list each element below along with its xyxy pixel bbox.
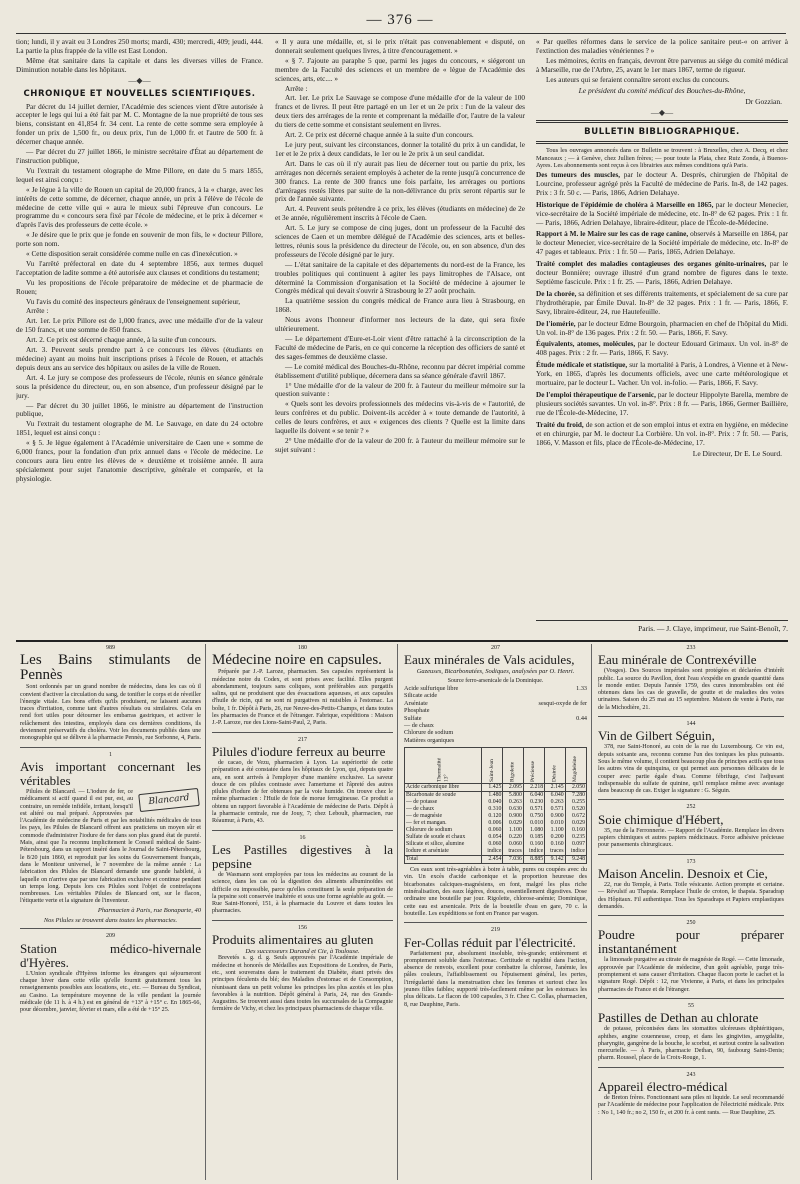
table-cell: 6.040 (523, 792, 544, 800)
ad-number: 55 (688, 1002, 694, 1009)
table-cell: 0.120 (482, 813, 503, 820)
paragraph: Vu l'avis du comité des inspecteurs généraux de l'enseignement supérieur, (26, 297, 241, 306)
ad-separator (598, 1067, 784, 1068)
paragraph: — Le département d'Eure-et-Loir vient d'être rattaché à la circonscription de la Faculté de médecine de Paris, en ce qui concerne la réception des officiers de santé et des sages-femmes de deuxième classe. (275, 335, 525, 361)
bibliography-item (536, 340, 788, 358)
paragraph: « Quels sont les devoirs professionnels des médecins vis-à-vis de « l'autorité, de leurs confrères et du public. Doivent-ils accéder à « toute demande de l'autorité, à celles de leurs confrères, et aux « exigences des clients ? Quelle est la limite dans laquelle ils doivent « se tenir ? » (275, 400, 525, 436)
ad-title: Les Pastilles digestives à la pepsine (212, 841, 393, 871)
ad-number: 180 (298, 645, 307, 651)
table-cell: indice (482, 848, 503, 856)
table-cell: 1.100 (545, 827, 565, 834)
table-cell: — fer et mangan. (405, 820, 482, 827)
paragraph: Par décret du 14 juillet dernier, l'Académie des sciences vient d'être autorisée à accepter le legs qui lui a été fait par M. C. Montagne de la nue propriété de tous ses biens, consistant en 41,854 fr. 34 cent. La rente de cette somme sera employée à fonder un prix de 1,500 fr., ou deux prix, l'un de 1,000 fr. et l'autre de 500 fr. à décerner chaque année. (16, 102, 263, 147)
ad-body (598, 882, 784, 911)
paragraph: « Par quelles réformes dans le service de la police sanitaire peut-« on arriver à l'extinction des maladies vénériennes ? » (536, 38, 788, 55)
director-signature: Le Directeur, Dr E. Le Sourd. (692, 449, 782, 459)
column-1 (16, 38, 263, 648)
table-cell: 0.060 (503, 841, 523, 848)
ad-separator (598, 716, 784, 717)
ad-number: 243 (686, 1071, 696, 1078)
ad-body (20, 684, 201, 742)
ad-text: 22, rue du Temple, à Paris. Toile vésicante. Action prompte et certaine. — Révulsif au Thapsia. Remplace l'huile de croton, le thapsia. Sparadrap des Hôpitaux. Fil authentique. Tous les Sparadraps et Papiers emplastiques demandés. (598, 881, 784, 910)
table-cell: indice (523, 848, 544, 856)
table-row (405, 784, 587, 792)
ad-text: Pilules de Blancard. — L'iodure de fer, ce médicament si actif quand il est pur, est, au contraire, un remède infidèle, irritant, lorsqu'il est altéré ou mal préparé. Approuvées par l'Académie de médecine de Paris et par les notabilités médicales de tous les pays, les Pilules de Blancard offrent aux praticiens un moyen sûr et commode d'administrer l'iodure de fer dans son plus grand état de pureté. Mais, ainsi que l'a reconnu implicitement le Conseil médical de Saint-Pétersbourg, dans un rapport inséré dans le Journal de Saint-Pétersbourg, le 8/20 juin 1860, et reproduit par les soins du Gouvernement français, dans le Moniteur universel, le 7 novembre de la même année : La fabrication des Pilules de Blancard demande une grande habileté, à laquelle on n'arrive que par une fabrication exclusive et continue pendant un temps long. Depuis lors ces Pilules sont l'objet de contrefaçons nombreuses. Les véritables Pilules de Blancard ont, sur le flacon, l'étiquette verte et la signature de l'inventeur. (20, 788, 201, 905)
composition-value: sesqui-oxyde de fer (538, 699, 587, 707)
table-cell: 0.255 (565, 799, 586, 806)
ad-text: la limonade purgative au citrate de magnésie de Rogé. — Cette limonade, approuvée par l'Académie de médecine, d'un goût agréable, purge très-promptement et sans causer d'irritation. Chaque flacon porte le cachet et la signature Rogé. Dépôt : 12, rue Vivienne, à Paris, et dans les principales pharmacies de France et de l'étranger. (598, 957, 784, 993)
table-cell: 6.040 (545, 792, 565, 800)
ad-title: Les Bains stimulants de Pennès (20, 652, 201, 684)
table-cell: indice (565, 848, 586, 856)
table-cell: traces (503, 848, 523, 856)
paragraph: 1° Une médaille d'or de la valeur de 200 fr. à l'auteur du meilleur mémoire sur la question suivante : (275, 381, 525, 399)
table-header-cell: Désirée (545, 748, 565, 784)
ad-text: (Vosges). Des Sources impériales sont protégées et déclarées d'intérêt public. La source du Pavillon, dont l'eau s'expédie en grande quantité dans le monde entier. Depuis l'année 1759, des cures innombrables ont été obtenues dans les cas de gravelle, de goutte et de maladies des voies urinaires. Saison du 25 mai au 15 septembre. Maison de vente à Paris, rue de la Michodière, 21. (598, 668, 784, 711)
ornament-divider: —◆— (650, 108, 674, 118)
paragraph: Art. 4. Le jury se compose des professeurs de l'école, réunis en séance générale sous la présidence du directeur, ou, en son absence, d'un professeur désigné par le jury. (16, 373, 263, 400)
ad-body (212, 669, 393, 727)
bib-text: observés à Marseille en 1864, par le docteur Menecier, vice-secrétaire de la Société impériale de médecine, etc. In-8° de 47 pages et tableaux. Prix : 1 fr. 50 — Paris, 1865, Adrien Delahaye. (536, 230, 788, 257)
table-cell: 0.263 (503, 799, 523, 806)
ad-title: Station médico-hivernale d'Hyères. (20, 940, 201, 970)
table-cell: 0.750 (523, 813, 544, 820)
bib-title: Des tumeurs des muscles, (536, 171, 621, 180)
paragraph: — Par décret du 27 juillet 1866, le ministre secrétaire d'État au département de l'instruction publique, (16, 148, 263, 165)
table-cell: 0.672 (565, 813, 586, 820)
bib-title: Équivalents, atomes, molécules, (536, 340, 636, 349)
paragraph: « Je lègue à la ville de Rouen un capital de 20,000 francs, à la « charge, avec les intérêts de cette somme, de décerner, chaque année, un prix à l'élève de l'école de médecine de cette ville qui « aura le mieux subi l'épreuve d'un concours. Le programme du « concours sera fixé par l'école de médecine, et le prix à décerner « d'après l'avis des professeurs de cette école. » (16, 185, 263, 230)
paragraph: Arrête : (285, 84, 308, 93)
ad-body (598, 957, 784, 993)
ad-subtitle: Gazeuses, Bicarbonatées, Sodiques, analysées par O. Henri. (416, 668, 575, 676)
ad-title: Avis important concernant les véritables (20, 758, 201, 788)
paragraph: Même état sanitaire dans la capitale et dans les diverses villes de France. Diminution notable dans les hôpitaux. (16, 56, 263, 74)
ad-body (598, 744, 784, 795)
table-cell: 0.160 (545, 841, 565, 848)
ad-title: Produits alimentaires au gluten (212, 932, 374, 948)
table-header-cell: Magdeleine (565, 748, 586, 784)
table-cell: 0.900 (503, 813, 523, 820)
table-cell: Total (405, 856, 482, 864)
table-cell: 2.095 (503, 784, 523, 792)
bib-title: Traité du froid, (536, 420, 584, 429)
ad-text: de Wasmann sont employées par tous les médecins au courant de la science, dans les cas où la digestion des aliments albuminoïdes est difficile ou impossible, parce qu'elles constituent la seule préparation de la pepsine soit conservée inaltérée et sous une forme agréable au goût. — Rue Saint-Honoré, 151, à la pharmacie du Louvre et dans toutes les pharmacies. (212, 871, 393, 915)
column-2 (275, 38, 525, 648)
table-cell: 9.248 (565, 856, 586, 864)
table-row (405, 834, 587, 841)
table-cell: 1.100 (503, 827, 523, 834)
bibliography-item (536, 320, 788, 338)
table-cell: — de magnésie (405, 813, 482, 820)
paragraph: Vu les propositions de l'école préparatoire de médecine et de pharmacie de Rouen; (16, 278, 263, 296)
table-cell: 8.885 (523, 856, 544, 864)
table-header-cell: Rigolette (503, 748, 523, 784)
table-cell: 2.218 (523, 784, 544, 792)
table-cell: 0.054 (482, 834, 503, 841)
ad-text: L'Union syndicale d'Hyères informe les étrangers qui séjourneront chaque hiver dans cette ville qu'elle fournit gratuitement tous les renseignements possibles aux locations, etc., etc. — Bureau du Syndicat, au Casino. La température moyenne de la ville pendant la journée médicale (de 11 h. à 4 h.) est en général de +13° à +15° c. En 1865-66, pour décembre, janvier, février et mars, elle a été de +15° 25. (20, 970, 201, 1014)
column-3 (536, 38, 788, 648)
table-cell: 2.454 (482, 856, 503, 864)
table-row (405, 848, 587, 856)
table-cell: 0.220 (503, 834, 523, 841)
table-cell: 2.145 (545, 784, 565, 792)
composition-row (404, 737, 587, 744)
bibliography-item (536, 230, 788, 257)
paragraph: Art. 1er. Le prix Le Sauvage se compose d'une médaille d'or de la valeur de 100 francs et de livres. Il peut être partagé en un 1er et un 2e prix : l'un de la valeur des deux tiers des arrérages de la rente et comprenant la médaille d'or, l'autre de la valeur du tiers de cette somme et consistant seulement en livres. (275, 94, 525, 130)
paragraph: La quatrième session du congrès médical de France aura lieu à Strasbourg, en 1868. (275, 297, 525, 315)
table-cell: 0.160 (523, 841, 544, 848)
table-cell: 0.520 (565, 806, 586, 813)
ad-note: Nos Pilules se trouvent dans toutes les pharmacies. (43, 917, 178, 925)
table-header-cell: Précieuse (523, 748, 544, 784)
paragraph: Art. Dans le cas où il n'y aurait pas lieu de décerner tout ou partie du prix, les arrérages non décernés seraient employés à acheter de la rente jusqu'à concurrence de 300 francs. La rente de 300 francs une fois parfaite, les arrérages ou portions d'arrérages restés libres par suite de la non-délivrance du prix seront répartis sur le prix de l'année suivante. (275, 159, 525, 204)
table-cell: 0.230 (523, 799, 544, 806)
table-cell: 7.036 (503, 856, 523, 864)
bib-text: sa définition et ses différents traitements, et spécialement de sa cure par l'hydrothérapie, par Émile Duval. In-8° de 32 pages. Prix : 1 fr. — Paris, 1866, F. Savy, libraire-éditeur, 24, rue Hautefeuille. (536, 289, 788, 316)
paragraph: Les mémoires, écrits en français, devront être parvenus au siége du comité médical à Marseille, rue de l'Arbre, 25, avant le 1er mars 1867, terme de rigueur. (536, 56, 788, 74)
paragraph: tion; lundi, il y avait eu 3 Londres 250 morts; mardi, 430; mercredi, 409; jeudi, 444. La partie la plus frappée de la ville est East London. (16, 38, 263, 55)
ad-text: de Breton frères. Fonctionnant sans piles ni liquide. Le seul recommandé par l'Académie de médecine pour l'application de l'électricité médicale. Prix : No 1, 140 fr.; no 2, 150 fr., et 200 fr. à cent rants. — Rue Dauphine, 25. (598, 1094, 784, 1116)
paragraph: Vu l'arrêté préfectoral en date du 4 septembre 1856, aux termes duquel l'acceptation de ladite somme a été autorisée aux clauses et conditions du testament; (16, 259, 263, 277)
bibliography-item (536, 361, 788, 388)
ad-subtitle: Des successeurs Durand et Cie, à Toulouse. (245, 948, 360, 956)
composition-label: Phosphate (404, 707, 430, 715)
ad-text: Parfaitement pur, absolument insoluble, très-grande; entièrement et promptement soluble dans l'estomac. Certitude et rapidité dans l'action, absence de renvois, excellent pour combattre la chlorose, l'anémie, les pâles couleurs, l'affaiblissement ou l'épuisement général, les pertes, l'irrégularité dans la menstruation chez les femmes et surtout chez les jeunes filles faibles; supporté très-facilement même par les estomacs les plus délicats. Le flacon de 100 capsules, 3 fr. Chez C. Collas, pharmacien, 8, rue Dauphine, Paris. (404, 950, 587, 1008)
paragraph: Art. 1er. Le prix Pillore est de 1,000 francs, avec une médaille d'or de la valeur de 150 francs, et une somme de 850 francs. (16, 317, 263, 335)
ad-text: Sont ordonnés par un grand nombre de médecins, dans les cas où il convient d'activer la circulation du sang, de tonifier le corps et de réveiller l'énergie vitale. Les bons effets qu'ils produisent, ne laissent aucunes traces d'irritation, comme tant d'autres résultats ou similaires. Cela en rend fort utiles pour détourner les embarras gastriques, et activer le relâchement des intestins, employés dans ces dernières conditions, ils deviennent préservatifs du choléra. Voir les documents publiés dans une monographie qui se délivre à la pharmacie Pennès, rue Sorbonne, 4, Paris. (20, 684, 201, 742)
ad-separator (212, 830, 393, 831)
table-cell: 1.425 (482, 784, 503, 792)
table-cell: 0.029 (503, 820, 523, 827)
paragraph: « Cette disposition serait considérée comme nulle en cas d'inexécution. » (26, 250, 238, 259)
bib-text: de son action et de son emploi intus et extra en hygiène, en médecine et en chirurgie, par M. le docteur La Corbière. Un vol. in-8°. Prix : 7 fr. 50. — Paris, 1866, V. Masson et fils, place de l'École-de-Médecine, 17. (536, 420, 788, 447)
ad-title: Eaux minérales de Vals acidules, (404, 652, 575, 668)
ad-body (598, 828, 784, 850)
page-number: — 376 — (366, 12, 434, 28)
ad-number: 1 (109, 751, 112, 758)
table-cell: 0.160 (565, 827, 586, 834)
paragraph: « Je désire que le prix que je fonde en souvenir de mon fils, le « docteur Pillore, porte son nom. (16, 231, 263, 249)
composition-row (404, 685, 587, 692)
table-cell: 5.800 (503, 792, 523, 800)
ad-separator (20, 928, 201, 929)
bib-title: Traité complet des maladies contagieuses des organes génito-urinaires, (536, 260, 767, 269)
ad-title: Fer-Collas réduit par l'électricité. (404, 934, 576, 950)
ad-separator (212, 920, 393, 921)
ad-title: Poudre pour préparer instantanément (598, 927, 784, 957)
table-cell: Acide carbonique libre (405, 784, 482, 792)
composition-label: Sulfate (404, 714, 422, 722)
paragraph: « § 5. Je lègue également à l'Académie universitaire de Caen une « somme de 6,000 francs, pour la fondation d'un prix annuel dans « l'école de médecine. Le concours aura lieu entre les élèves de « deuxième et troisième année. Il aura spécialement pour sujet l'anatomie descriptive, générale et comparée, et la physiologie. (16, 439, 263, 483)
table-cell: 0.571 (545, 806, 565, 813)
table-cell: 0.200 (545, 834, 565, 841)
ad-number: 252 (686, 804, 696, 811)
table-row (405, 806, 587, 813)
ad-separator (598, 854, 784, 855)
double-rule (536, 120, 788, 123)
ad-number: 989 (106, 645, 115, 651)
ad-title: Médecine noire en capsules. (212, 652, 382, 669)
table-cell: 0.571 (523, 806, 544, 813)
table-row (405, 856, 587, 864)
ad-text: de cacao, de Vezu, pharmacien à Lyon. La supériorité de cette préparation a été constatée dans les hôpitaux de Lyon, qui, depuis quatre ans, en sont arrivés à l'employer d'une manière exclusive. La saveur douce de ces pilules contraste avec l'amertume et l'âpreté des autres pilules d'iodure de fer obtenues par la voie humide. On trouve chez le même pharmacien : l'Huile de foie de morue ferrugineuse. Ce produit a obtenu un rapport favorable à l'Académie de médecine de Paris. Dépôt à la pharmacie centrale, rue de Jouy, 7; chez Leboult, pharmacien, rue Réaumur, à Paris, 43. (212, 759, 393, 825)
ads-column-1 (16, 644, 206, 1180)
composition-label: Silicate acide (404, 692, 438, 700)
paragraph: Art. 5. Le jury se compose de cinq juges, dont un professeur de la Faculté des sciences de Caen et un membre délégué de l'Académie des sciences, arts et belles-lettres, réunis sous la présidence du directeur de l'école, ou, en son absence, d'un des professeurs de l'école désigné par le jury. (275, 224, 525, 259)
ad-body (598, 1095, 784, 1117)
table-cell: Silicate et silice, alumine (405, 841, 482, 848)
ads-column-4 (594, 644, 788, 1180)
bib-title: Étude médicale et statistique, (536, 361, 628, 370)
ad-separator (598, 998, 784, 999)
table-header-cell: Thermalité 13° (405, 748, 482, 784)
mineral-analysis-table (404, 747, 587, 864)
ornament-divider: —◆— (128, 75, 151, 85)
paragraph: Nous avons l'honneur d'informer nos lecteurs de la date, qui sera fixée ultérieurement. (275, 316, 525, 334)
bibliography-intro: Tous les ouvrages annoncés dans ce Bulletin se trouvent : à Bruxelles, chez A. Decq, et chez Manceaux ; — à Genève, chez Jullien frères; — pour toute la Plata, chez Ruiz Zonda, à Buenos-Ayres. Les abonnements sont reçus à ces librairies aux mêmes conditions qu'à Paris. (536, 147, 788, 170)
composition-row (404, 715, 587, 722)
paragraph: Vu l'extrait du testament olographe de Mme Pillore, en date du 5 mars 1855, lequel est ainsi conçu : (16, 166, 263, 184)
composition-label: Chlorure de sodium (404, 729, 454, 737)
table-cell: 0.060 (482, 827, 503, 834)
bib-title: De l'iomérie, (536, 319, 576, 328)
section-title: CHRONIQUE ET NOUVELLES SCIENTIFIQUES. (23, 88, 256, 99)
composition-label: Arséniate (404, 699, 428, 707)
paragraph: — Par décret du 30 juillet 1866, le ministre au département de l'instruction publique, (16, 401, 263, 419)
ad-number: 250 (686, 920, 696, 927)
table-cell: 1.080 (523, 827, 544, 834)
ad-body (20, 971, 201, 1015)
paragraph: Art. 2. Ce prix est décerné chaque année à la suite d'un concours. (285, 131, 474, 140)
signature: Dr Gozzian. (745, 97, 782, 107)
ad-body (404, 951, 587, 1009)
table-cell: Chlorure de sodium (405, 827, 482, 834)
signature-stamp: Blancard (138, 788, 200, 812)
ad-title: Pastilles de Dethan au chlorate (598, 1010, 759, 1026)
paragraph: « Il y aura une médaille, et, si le prix n'était pas convenablement « disputé, on donnerait seulement quelques livres, à titre d'encouragement. » (275, 38, 525, 55)
bib-title: Historique de l'épidémie de choléra à Marseille en 1865, (536, 200, 714, 209)
ad-title: Eau minérale de Contrexéville (598, 652, 757, 668)
advertisement-rule (16, 640, 788, 642)
ad-body (404, 867, 587, 918)
ad-number: 207 (491, 645, 500, 651)
table-cell: 0.235 (565, 834, 586, 841)
composition-list (404, 685, 587, 744)
ad-number: 156 (298, 924, 307, 931)
composition-row (404, 707, 587, 714)
paragraph: Art. 2. Ce prix est décerné chaque année, à la suite d'un concours. (26, 336, 217, 345)
paragraph: Vu l'extrait du testament olographe de M. Le Sauvage, en date du 24 octobre 1851, lequel est ainsi conçu : (16, 420, 263, 438)
table-cell: 2.050 (565, 784, 586, 792)
ad-title: Pilules d'iodure ferreux au beurre (212, 743, 386, 759)
composition-row (404, 692, 587, 699)
paragraph: Le jury peut, suivant les circonstances, donner la totalité du prix à un candidat, le 1er et le 2e prix à deux candidats, le 1er ou le 2e prix à un seul candidat. (275, 140, 525, 158)
table-cell: 0.310 (482, 806, 503, 813)
table-cell: 0.006 (482, 820, 503, 827)
bibliography-item (536, 201, 788, 228)
table-cell: 1.480 (482, 792, 503, 800)
ad-body (598, 668, 784, 712)
ad-text: 35, rue de la Ferronnerie. — Rapport de l'Académie. Remplace les divers papiers chimiques et autres papiers médicinaux. Force adhésive précieuse pour pansements chirurgicaux. (598, 827, 784, 849)
composition-row (404, 722, 587, 729)
ad-title: Vin de Gilbert Séguin, (598, 728, 715, 744)
composition-row (404, 700, 587, 707)
ad-number: 173 (686, 858, 696, 865)
ad-signature: Pharmacien à Paris, rue Bonaparte, 40 (97, 906, 201, 914)
ad-body (212, 872, 393, 916)
table-cell: Iodure et arséniate (405, 848, 482, 856)
paragraph: Les auteurs qui se feraient connaître seront exclus du concours. (546, 75, 730, 84)
source-heading: Source ferro-arsenicale de la Dominique. (447, 677, 544, 684)
ad-number: 16 (299, 834, 306, 841)
table-cell: 9.142 (545, 856, 565, 864)
ad-title: Maison Ancelin. Desnoix et Cie, (598, 865, 768, 881)
bibliography-list (536, 171, 788, 447)
table-cell: 0.010 (545, 820, 565, 827)
signature-title: Le président du comité médical des Bouches-du-Rhône, (578, 85, 746, 95)
ad-body (212, 955, 393, 1013)
table-cell: Bicarbonate de soude (405, 792, 482, 800)
paragraph: — L'état sanitaire de la capitale et des départements du nord-est de la France, les troubles politiques qui continuent à agiter les pays limitrophes de l'Alsace, ont déterminé la Commission d'organisation et la Société de médecine à ajourner le Congrès médical qui devait s'ouvrir à Strasbourg le 27 août prochain. (275, 260, 525, 296)
table-cell: 0.263 (545, 799, 565, 806)
bib-text: par le docteur A. Desprès, chirurgien de l'hôpital de Lourcine, professeur agrégé près la Faculté de médecine de Paris. In-8, de 142 pages. Prix : 3 fr. 50 c. — Paris, 1866, Adrien Delahaye. (536, 171, 788, 197)
ad-number: 217 (298, 736, 307, 743)
paragraph: « § 7. J'ajoute au paraphe 5 que, parmi les juges du concours, « siégeront un membre de la Faculté des sciences et un membre de « lègue de l'Académie des sciences, arts, etc.... » (275, 56, 525, 83)
ad-body (20, 789, 201, 906)
ad-number: 209 (106, 933, 115, 940)
bib-text: par le docteur Menecier, vice-secrétaire de la Société impériale de médecine, etc. In-8° de 62 pages. Prix : 1 fr. — Paris, 1866, Adrien Delahaye, libraire-éditeur, place de l'École-de-Médecine. (536, 200, 788, 227)
paragraph: Art. 4. Peuvent seuls prétendre à ce prix, les élèves (étudiants en médecine) de 2e et 3e année, régulièrement inscrits à l'école de Caen. (275, 205, 525, 223)
ads-column-2 (208, 644, 398, 1180)
composition-value: 0.44 (576, 714, 587, 722)
composition-value: 1.33 (576, 684, 587, 692)
table-cell: 0.040 (482, 799, 503, 806)
table-cell: traces (545, 848, 565, 856)
ad-separator (212, 732, 393, 733)
bib-text: par le docteur Edme Bourgoin, pharmacien en chef de l'hôpital du Midi. Un vol. in-8° de 136 pages. Prix : 2 fr. 50. — Paris, 1866, F. Savy. (536, 319, 788, 337)
bibliography-item (536, 391, 788, 418)
printer-imprint: Paris. — J. Claye, imprimeur, rue Saint-Benoît, 7. (536, 620, 788, 633)
bib-text: par le docteur Edouard Grimaux. Un vol. in-8° de 408 pages. Prix : 2 fr. — Paris, 1866, F. Savy. (536, 340, 788, 358)
table-cell: 7.280 (565, 792, 586, 800)
ad-title: Soie chimique d'Hébert, (598, 811, 724, 827)
table-row (405, 820, 587, 827)
header-rule (16, 33, 786, 34)
paragraph: Art. 3. Peuvent seuls prendre part à ce concours les élèves (étudiants en médecine) ayant au moins huit inscriptions prises à l'école de Rouen, et attachés depuis deux ans au service des hôpitaux ou asiles de la ville de Rouen. (16, 346, 263, 372)
ad-separator (598, 915, 784, 916)
bib-text: sur la mortalité à Paris, à Londres, à Vienne et à New-York, en 1865, d'après les documents officiels, avec une carte météorologique et mortuaire, par le docteur L. Vacher. Un vol. in-folio. — Paris, 1866, F. Savy. (536, 361, 788, 388)
table-cell: — de chaux (405, 806, 482, 813)
table-cell: — de potasse (405, 799, 482, 806)
ad-separator (20, 747, 201, 748)
bib-text: par le docteur Bonnière; ouvrage illustré d'un grand nombre de figures dans le texte. Septième fascicule. Prix : 1 fr. 25. — Paris, 1866, Adrien Delahaye. (536, 260, 788, 286)
table-cell: Sulfate de soude et chaux (405, 834, 482, 841)
composition-label: Acide sulfurique libre (404, 684, 459, 692)
ad-body (212, 760, 393, 826)
ad-number: 233 (686, 645, 696, 651)
section-title: BULLETIN BIBLIOGRAPHIQUE. (584, 127, 740, 138)
table-row (405, 841, 587, 848)
ad-number: 144 (686, 721, 696, 728)
paragraph: — Le comité médical des Bouches-du-Rhône, reconnu par décret impérial comme établissement d'utilité publique, décernera dans sa séance générale d'avril 1867. (275, 362, 525, 380)
table-row (405, 799, 587, 806)
ad-text: de potasse, préconisées dans les stomatites ulcéreuses diphtéritiques, aphthes, angine couenneuse, croup, et dans les gingivites, amygdalite, pharyngite, gangrène de la bouche, le scorbut, et surtout contre la salivation mercurielle. — À Paris, pharmacie Dethan, 90, faubourg Saint-Denis; pharm. Roussel, place de la Croix-Rouge, 1. (598, 1026, 784, 1062)
bib-text: par le docteur Hippolyte Barella, membre de plusieurs sociétés savantes. Un vol. in-8°. Prix : 8 fr. — Paris, 1866, Germer Baillière, rue de l'École-de-Médecine, 17. (536, 390, 788, 417)
bib-title: De l'emploi thérapeutique de l'arsenic, (536, 390, 656, 399)
table-cell: 0.060 (482, 841, 503, 848)
bib-title: De la chorée, (536, 289, 577, 298)
table-cell: 0.029 (565, 820, 586, 827)
double-rule (536, 141, 788, 144)
ad-text: Préparée par J.-P. Laroze, pharmacien. Ses capsules représentent la médecine noire du Codex, et sont prises avec facilité. Elles purgent abondamment, toujours sans coliques, sont préférables aux purgatifs salins, qui ne produisent que des évacuations aqueuses, et aux capsules d'huile de ricin, qui ne sont ni purgatives ni nuisibles à l'estomac. La boîte, 1 fr. Dépôt à Paris, 26, rue Neuve-des-Petits-Champs, et dans toutes les pharmacies de France et de l'étranger. Fabrique, expéditions : Maison J.-P. Laroze, rue des Lions-Saint-Paul, 2, Paris. (212, 669, 393, 727)
ad-number: 219 (491, 927, 500, 934)
table-cell: 0.185 (523, 834, 544, 841)
composition-row (404, 729, 587, 736)
ad-text: Ces eaux sont très-agréables à boire à table, pures ou coupées avec du vin. Un excès d'acide carbonique et la proportion heureuse des bicarbonates calciques-magnésiens, en font, malgré les plus riche minéralisation, des eaux légères, douces, essentiellement digestives. Dose ordinaire une bouteille par jour. Rigolette, chlorose-anémie; Dominique, cette eau est arsenicale. Prix de la bouteille d'eau en gare, 70 c. la bouteille. Les expéditions se font en France par wagon. (404, 867, 587, 917)
table-header-cell: Saint-Jean (482, 748, 503, 784)
table-cell: 0.900 (545, 813, 565, 820)
paragraph: Arrête : (26, 307, 49, 316)
table-cell: 0.630 (503, 806, 523, 813)
table-cell: 0.097 (565, 841, 586, 848)
bibliography-item (536, 171, 788, 198)
composition-label: — de chaux (404, 721, 434, 729)
paragraph: 2° Une médaille d'or de la valeur de 200 fr. à l'auteur du meilleur mémoire sur le sujet suivant : (275, 436, 525, 454)
ad-text: Brevetés s. g. d. g. Seuls approuvés par l'Académie impériale de médecine et honorés de Médailles aux Expositions de Londres, de Paris, etc., sont souverains dans le traitement du Diabète, étant privés des principes féculents du blé; des Maladies d'estomac et de Consomption, réunissant dans un petit volume les principes les plus azotés et les plus favorables à la nutrition. Dépôt général à Paris, 24, rue des Grands-Augustins. Se trouvent aussi dans toutes les succursales de la Compagnie fermière de Vichy, et chez les principaux pharmaciens de chaque ville. (212, 955, 393, 1013)
bibliography-item (536, 260, 788, 287)
ad-title: Appareil électro-médical (598, 1078, 728, 1094)
bib-title: Rapport à M. le Maire sur les cas de rage canine, (536, 230, 689, 239)
ad-body (598, 1026, 784, 1062)
table-cell: 0.010 (523, 820, 544, 827)
ad-text: 378, rue Saint-Honoré, au coin de la rue du Luxembourg. Ce vin est, depuis soixante ans, reconnu comme l'un des toniques les plus puissants. Sous le même volume, il contient beaucoup plus de principes actifs que tous les autres vins de quinquina, ce qui permet aux personnes délicates de le couper avec partie égale d'eau. Comme fébrifuge, c'est l'adjuvant indispensable du sulfate de quinine, qu'il remplace même avec avantage dans beaucoup de cas. Exiger la signature : G. Séguin. (598, 744, 784, 795)
composition-label: Matières organiques (404, 736, 455, 744)
bibliography-item (536, 421, 788, 448)
bibliography-item (536, 290, 788, 317)
ads-column-3 (400, 644, 592, 1180)
ad-separator (404, 922, 587, 923)
ad-separator (598, 799, 784, 800)
table-row (405, 792, 587, 800)
